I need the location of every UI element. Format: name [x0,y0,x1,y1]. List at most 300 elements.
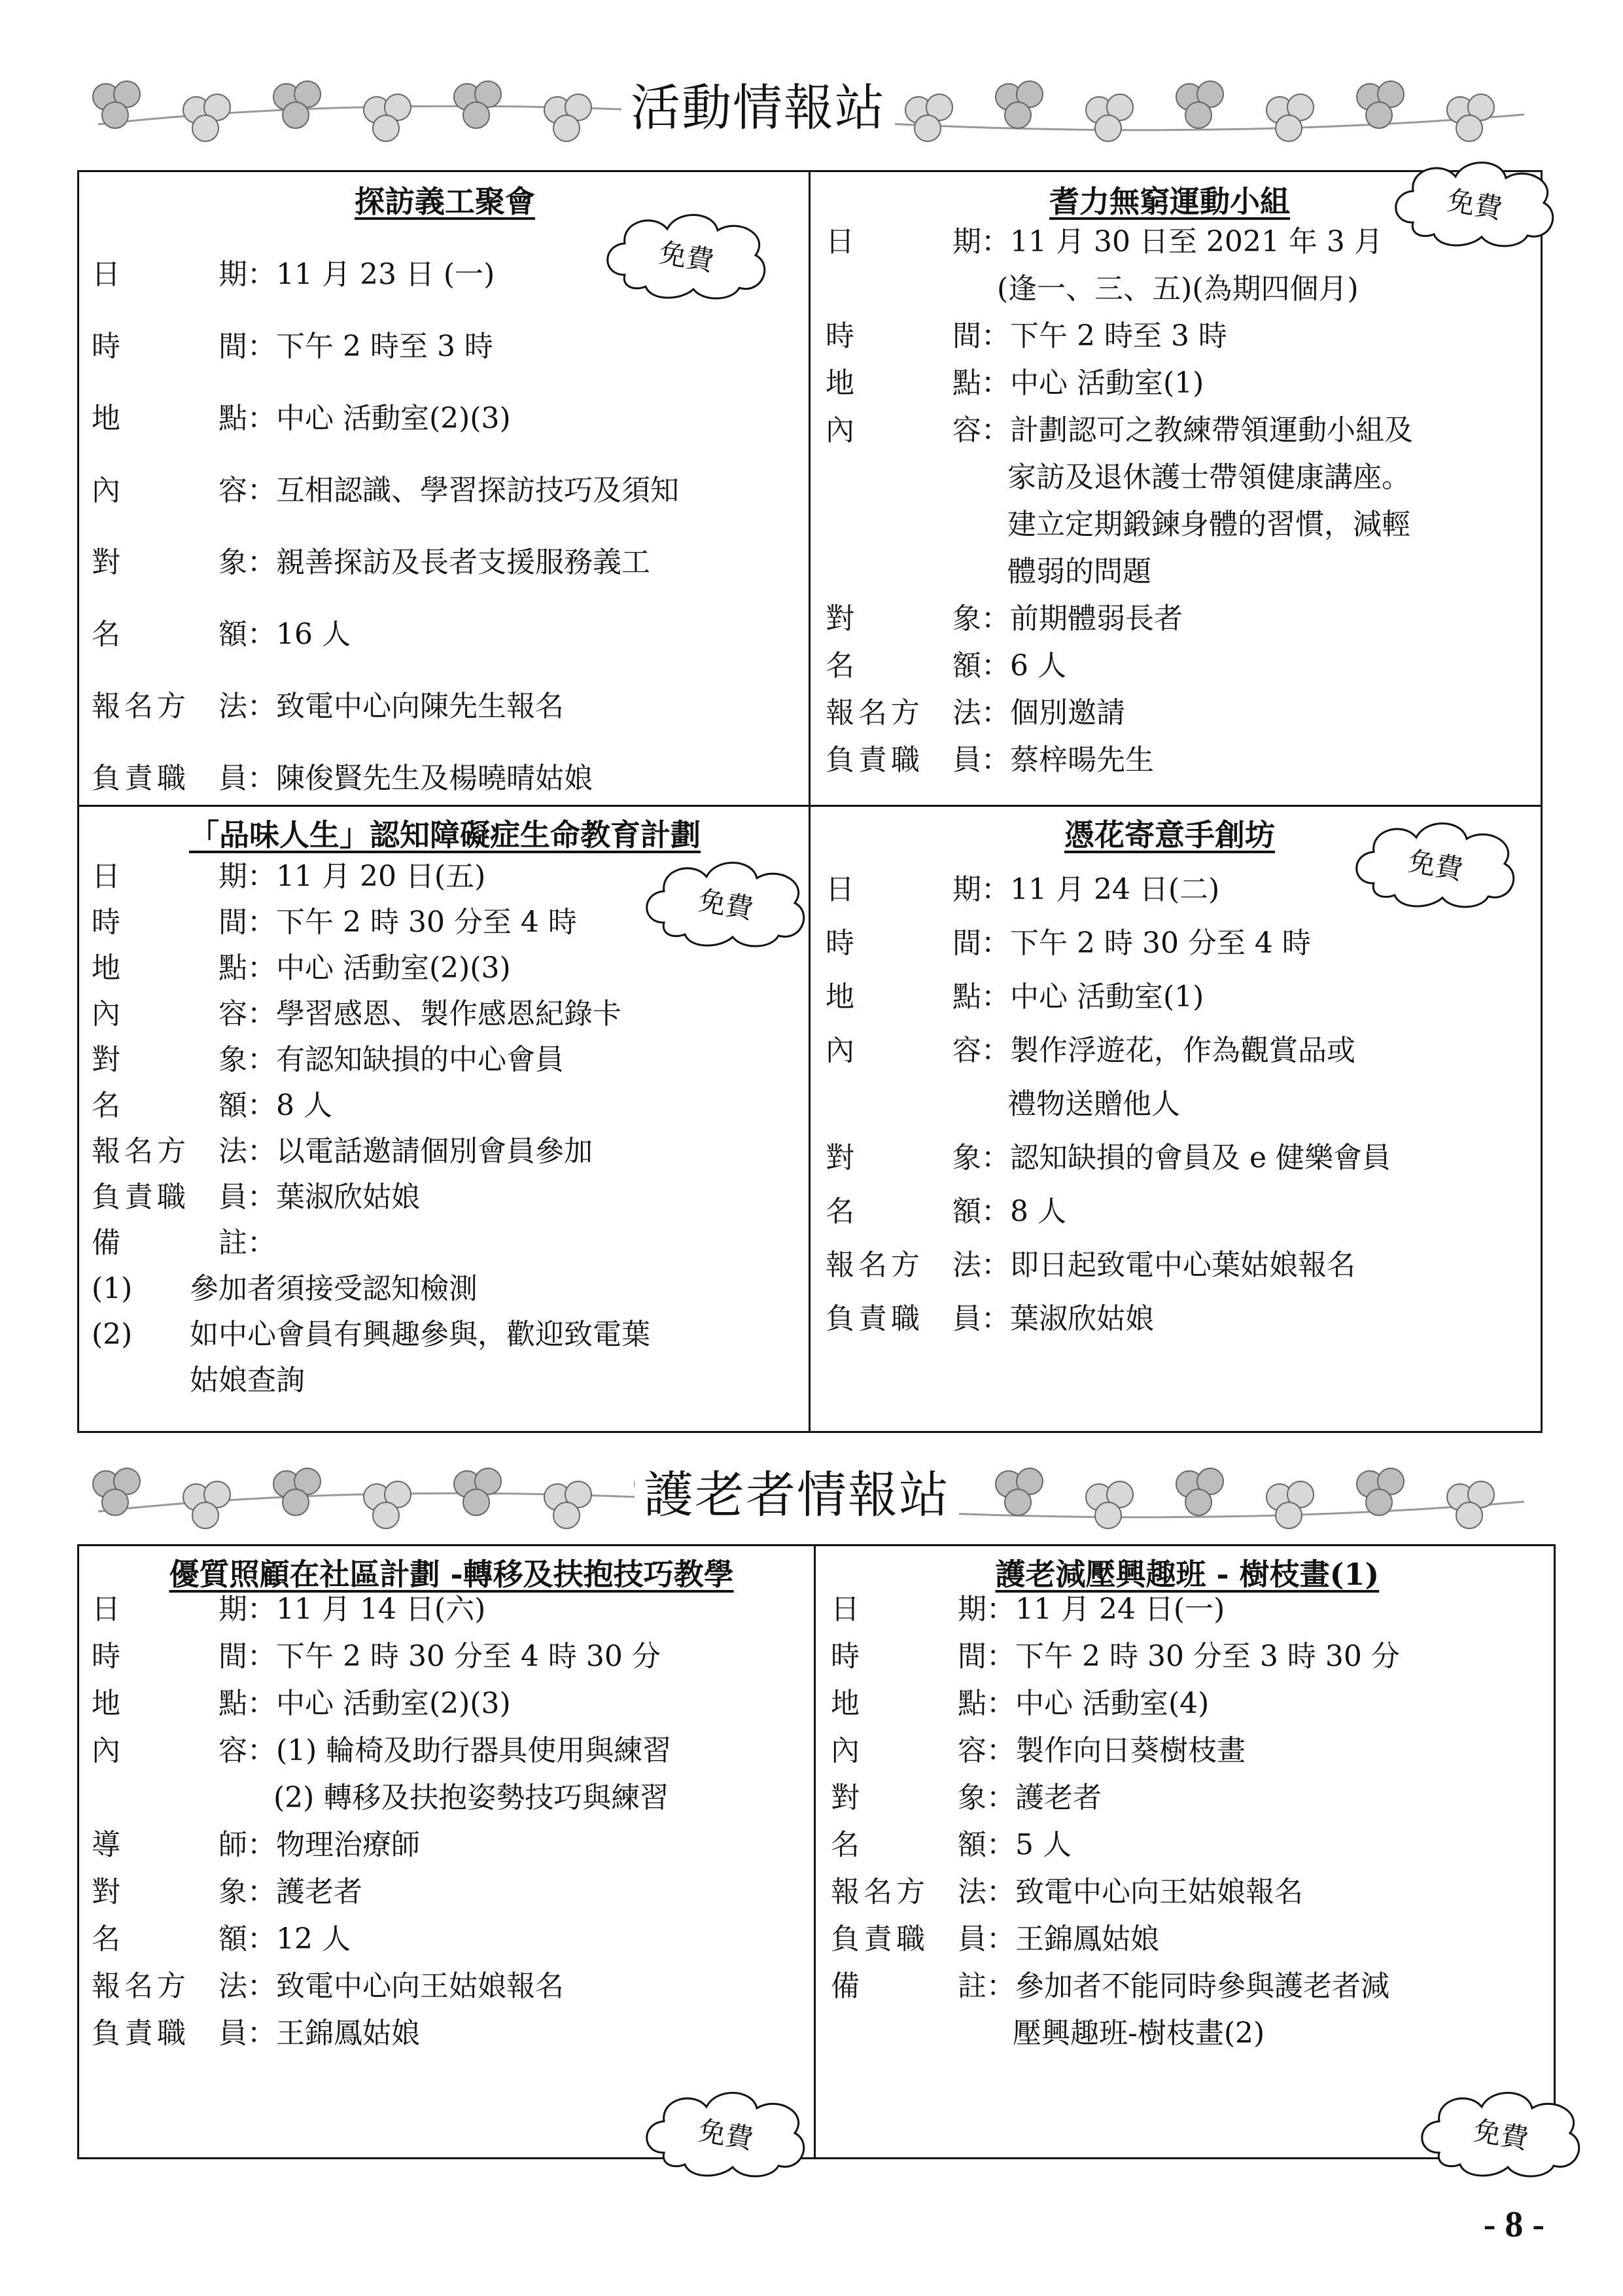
info-value: ：前期體弱長者 [981,602,1183,635]
info-row [92,1873,362,1912]
info-row [831,1590,1225,1629]
info-value: ：下午 2 時 30 分至 4 時 [981,927,1311,960]
info-value: ：致電中心向王姑娘報名 [986,1875,1303,1909]
info-value: (逢一、三、五)(為期四個月) [997,272,1359,306]
info-row [831,1684,1209,1723]
label-end: 註 [958,1969,986,2003]
info-value: ：王錦鳳姑娘 [986,1922,1159,1956]
free-label: 免費 [695,884,756,925]
label-end: 註 [218,1226,247,1260]
info-row [826,317,1227,356]
info-row [1007,458,1410,497]
info-row [1007,552,1151,592]
info-value: ：11 月 24 日(一) [986,1593,1225,1626]
info-label [92,615,247,654]
info-label [831,1967,986,2006]
info-value: ：下午 2 時 30 分至 4 時 30 分 [247,1640,661,1673]
info-label [92,1920,247,1959]
info-label [826,411,981,450]
info-row [92,995,621,1034]
info-value: ：中心 活動室(1) [981,980,1204,1014]
grid-divider [809,170,811,1433]
label-start: 日 [831,1593,860,1626]
info-row [826,1246,1355,1285]
info-value: ：(1) 輪椅及助行器具使用與練習 [247,1734,672,1767]
label-end: 期 [952,873,981,906]
label-start: 報名方 [831,1875,929,1909]
info-row [826,1299,1154,1339]
info-row [92,1132,593,1171]
info-label [92,1590,247,1629]
free-badge [1348,811,1524,916]
label-end: 容 [218,474,247,507]
label-end: 容 [952,1034,981,1067]
label-start: 負責職 [826,1302,924,1335]
info-label [92,327,247,366]
info-value: ：16 人 [247,618,351,651]
label-start: 名 [92,618,120,651]
info-label [831,1778,986,1818]
info-label [92,471,247,510]
info-row [92,543,650,582]
label-end: 間 [218,906,247,939]
label-start: 地 [826,366,854,400]
info-value: ：致電中心向陳先生報名 [247,690,564,723]
info-label [92,255,247,294]
label-start: 對 [92,1043,120,1076]
info-label [92,1967,247,2006]
label-end: 法 [218,690,247,723]
info-row [92,1590,485,1629]
info-value: ：11 月 14 日(六) [247,1593,486,1626]
info-row [92,687,564,726]
label-end: 員 [952,1302,981,1335]
label-start: 時 [826,319,854,353]
info-label [92,949,247,988]
info-label [92,399,247,438]
label-start: 導 [92,1828,120,1862]
info-label [826,599,981,639]
label-start: 負責職 [826,743,924,777]
info-value: ：下午 2 時 30 分至 3 時 30 分 [986,1640,1400,1673]
label-start: 日 [92,1593,120,1626]
info-value: 如中心會員有興趣參與，歡迎致電葉 [190,1318,650,1351]
info-row [92,1684,511,1723]
info-value: 建立定期鍛鍊身體的習慣，減輕 [1007,508,1410,541]
info-value: ：蔡梓暘先生 [981,743,1154,777]
info-value: ：葉淑欣姑娘 [247,1180,420,1214]
label-start: 時 [831,1640,860,1673]
info-row [826,870,1219,910]
free-badge [1387,150,1563,255]
label-end: 員 [218,762,247,795]
label-start: 日 [92,860,120,893]
label-end: 容 [958,1734,986,1767]
label-start: 地 [92,1687,120,1720]
label-end: 容 [218,997,247,1031]
label-end: 期 [218,1593,247,1626]
info-value: ：陳俊賢先生及楊曉晴姑娘 [247,762,593,795]
info-row [92,1731,671,1771]
info-row [92,1178,420,1217]
carer-banner [0,1439,1623,1551]
label-end: 容 [952,414,981,447]
label-end: 員 [218,1180,247,1214]
card-title: 探訪義工聚會 [355,184,535,219]
info-label [92,2014,247,2053]
grid-divider [814,1544,816,2159]
label-end: 額 [958,1828,986,1862]
info-value: ：11 月 24 日(二) [981,873,1220,906]
activity-banner [0,52,1623,164]
label-end: 員 [958,1922,986,1956]
label-end: 點 [952,366,981,400]
info-value: ：11 月 30 日至 2021 年 3 月 [981,225,1383,258]
info-row [997,270,1359,309]
label-start: 對 [92,1875,120,1909]
label-end: 象 [218,1043,247,1076]
label-start: 時 [92,330,120,363]
label-end: 額 [218,1089,247,1122]
label-start: 對 [92,546,120,579]
info-label [831,1731,986,1771]
label-end: 間 [952,319,981,353]
info-value: ：學習感恩、製作感恩紀錄卡 [247,997,621,1031]
info-row [826,599,1183,639]
label-start: 名 [826,1195,854,1228]
info-label [831,1590,986,1629]
card-title: 優質照顧在社區計劃 -轉移及扶抱技巧教學 [169,1557,734,1592]
info-label [826,924,981,963]
info-value: ：以電話邀請個別會員參加 [247,1135,593,1168]
label-start: 對 [831,1781,860,1814]
info-value: ：中心 活動室(4) [986,1687,1210,1720]
info-value: 家訪及退休護士帶領健康講座。 [1007,461,1410,494]
info-label [826,1139,981,1178]
label-start: 時 [92,1640,120,1673]
info-value: ：製作浮遊花，作為觀賞品或 [981,1034,1355,1067]
info-row [1007,1085,1180,1124]
info-label [826,317,981,356]
info-value: ：製作向日葵樹枝畫 [986,1734,1246,1767]
label-start: 報名方 [826,1248,924,1282]
info-row [92,615,351,654]
label-end: 間 [218,1640,247,1673]
info-row [92,1224,276,1263]
info-value: ：認知缺損的會員及 e 健樂會員 [981,1141,1391,1174]
info-value: ：即日起致電中心葉姑娘報名 [981,1248,1355,1282]
label-end: 間 [958,1640,986,1673]
info-value: ：參加者不能同時參與護老者減 [986,1969,1389,2003]
info-row [831,1637,1400,1676]
info-label [92,1826,247,1865]
info-row [92,399,511,438]
label-end: 期 [218,860,247,893]
info-row [92,949,511,988]
info-value: 體弱的問題 [1007,555,1151,588]
card-title: 護老減壓興趣班 - 樹枝畫(1) [995,1557,1380,1592]
label-start: 地 [92,951,120,985]
label-end: 額 [952,649,981,682]
label-end: 員 [218,2017,247,2050]
label-start: 負責職 [92,1180,190,1214]
info-label [831,1637,986,1676]
label-start: 名 [92,1922,120,1956]
info-label [92,1224,247,1263]
info-row [92,1637,661,1676]
label-end: 額 [218,618,247,651]
free-label: 免費 [1471,2114,1531,2155]
label-start: 內 [92,1734,120,1767]
info-row [92,327,493,366]
info-value: ：中心 活動室(2)(3) [247,1687,511,1720]
label-start: 名 [831,1828,860,1862]
info-label [826,364,981,403]
info-label [92,543,247,582]
grid-divider [77,805,1543,807]
info-label [826,1031,981,1070]
info-label [826,1246,981,1285]
info-label [92,995,247,1034]
info-label [826,741,981,780]
info-label [92,857,247,896]
info-row [831,1731,1246,1771]
info-row [831,1920,1159,1959]
info-value: ：8 人 [981,1195,1066,1228]
page-number: - 8 - [1483,2204,1544,2245]
info-value: ：中心 活動室(2)(3) [247,402,511,435]
info-value: ：親善探訪及長者支援服務義工 [247,546,650,579]
info-label [92,1040,247,1080]
label-start: 地 [831,1687,860,1720]
info-label [92,1132,247,1171]
info-value: ：計劃認可之教練帶領運動小組及 [981,414,1413,447]
info-value: ：物理治療師 [247,1828,420,1862]
label-start: 時 [826,927,854,960]
info-row [831,1778,1102,1818]
info-value: ：8 人 [247,1089,332,1122]
info-row [92,1920,351,1959]
info-label [826,870,981,910]
info-label [831,1920,986,1959]
info-row [826,222,1383,262]
info-value: ：11 月 20 日(五) [247,860,486,893]
label-end: 間 [218,330,247,363]
info-value: ：下午 2 時至 3 時 [981,319,1227,353]
info-row [826,364,1204,403]
label-end: 期 [218,258,247,291]
free-badge [599,203,775,308]
label-start: 報名方 [826,696,924,730]
info-label [826,646,981,686]
label-start: 內 [92,474,120,507]
label-start: 名 [92,1089,120,1122]
info-label [92,1873,247,1912]
item-number: (1) [92,1272,133,1305]
free-badge [638,2081,814,2185]
label-end: 點 [952,980,981,1014]
info-row [826,1139,1391,1178]
info-row [92,1315,650,1354]
info-value: ：6 人 [981,649,1066,682]
info-row [92,1269,478,1309]
label-end: 間 [952,927,981,960]
label-start: 對 [826,1141,854,1174]
label-end: 點 [218,951,247,985]
info-value: ：下午 2 時至 3 時 [247,330,493,363]
label-end: 期 [952,225,981,258]
label-end: 象 [218,1875,247,1909]
info-row [1007,505,1410,544]
info-value: 禮物送贈他人 [1007,1087,1180,1121]
item-number: (2) [92,1318,133,1351]
info-value: ： [247,1226,276,1260]
label-start: 日 [92,258,120,291]
label-start: 時 [92,906,120,939]
label-start: 日 [826,225,854,258]
info-row [92,1040,564,1080]
info-value: ：中心 活動室(2)(3) [247,951,511,985]
label-start: 內 [826,414,854,447]
info-value: ：中心 活動室(1) [981,366,1204,400]
activity-banner-title: 活動情報站 [621,72,895,144]
info-row [831,1873,1303,1912]
info-label [92,759,247,798]
label-start: 負責職 [831,1922,929,1956]
info-row [273,1778,669,1818]
label-end: 點 [958,1687,986,1720]
label-end: 員 [952,743,981,777]
info-value: ：5 人 [986,1828,1072,1862]
label-start: 地 [826,980,854,1014]
label-end: 象 [952,602,981,635]
info-row [826,924,1311,963]
label-end: 法 [218,1135,247,1168]
info-row [826,646,1066,686]
info-label [826,1299,981,1339]
info-value: 壓興趣班-樹枝畫(2) [1013,2017,1265,2050]
label-end: 額 [952,1195,981,1228]
info-row [826,978,1204,1017]
info-row [92,759,593,798]
info-label [826,978,981,1017]
info-row [831,1826,1072,1865]
label-end: 額 [218,1922,247,1956]
label-end: 點 [218,402,247,435]
info-row [92,2014,420,2053]
info-row [92,255,495,294]
info-value: ：護老者 [247,1875,362,1909]
info-value: ：12 人 [247,1922,351,1956]
info-label [92,1684,247,1723]
info-value: ：11 月 23 日 (一) [247,258,495,291]
info-value: 參加者須接受認知檢測 [190,1272,478,1305]
info-value: ：致電中心向王姑娘報名 [247,1969,564,2003]
info-label [92,687,247,726]
label-end: 容 [218,1734,247,1767]
info-value: ：下午 2 時 30 分至 4 時 [247,906,577,939]
info-value: ：葉淑欣姑娘 [981,1302,1154,1335]
label-start: 日 [826,873,854,906]
carer-banner-title: 護老者情報站 [635,1459,959,1531]
info-label [92,1086,247,1125]
free-label: 免費 [1444,184,1505,225]
info-label [92,1637,247,1676]
info-row [92,1967,564,2006]
label-end: 法 [218,1969,247,2003]
info-label [92,1178,247,1217]
info-row [92,1826,420,1865]
info-value: ：有認知缺損的中心會員 [247,1043,564,1076]
info-label [92,903,247,942]
free-badge [1413,2081,1590,2185]
info-row [1013,2014,1265,2053]
info-label [826,222,981,262]
free-badge [638,851,814,955]
label-end: 象 [218,546,247,579]
info-value: 姑娘查詢 [190,1364,305,1397]
info-row [826,1031,1355,1070]
info-label [92,1731,247,1771]
info-label [826,1192,981,1231]
label-end: 期 [958,1593,986,1626]
label-end: 象 [958,1781,986,1814]
info-label [826,694,981,733]
label-end: 象 [952,1141,981,1174]
info-label [831,1873,986,1912]
info-row [92,857,485,896]
label-start: 對 [826,602,854,635]
card-title: 「品味人生」認知障礙症生命教育計劃 [189,817,701,853]
free-label: 免費 [1405,845,1466,886]
label-end: 法 [952,1248,981,1282]
label-start: 負責職 [92,2017,190,2050]
label-start: 名 [826,649,854,682]
label-start: 內 [831,1734,860,1767]
info-value: (2) 轉移及扶抱姿勢技巧與練習 [273,1781,669,1814]
label-start: 報名方 [92,690,190,723]
label-start: 內 [826,1034,854,1067]
info-label [831,1826,986,1865]
info-row [92,471,679,510]
free-label: 免費 [695,2114,756,2155]
info-row [190,1361,305,1400]
info-label [831,1684,986,1723]
card-title: 耆力無窮運動小組 [1049,184,1290,219]
card-title: 憑花寄意手創坊 [1064,817,1275,853]
label-start: 負責職 [92,762,190,795]
label-end: 法 [958,1875,986,1909]
info-row [826,411,1413,450]
label-end: 點 [218,1687,247,1720]
info-row [92,903,577,942]
info-row [826,1192,1066,1231]
free-label: 免費 [656,236,717,277]
label-start: 報名方 [92,1969,190,2003]
label-end: 師 [218,1828,247,1862]
info-value: ：個別邀請 [981,696,1125,730]
info-value: ：互相認識、學習探訪技巧及須知 [247,474,679,507]
label-start: 報名方 [92,1135,190,1168]
label-start: 地 [92,402,120,435]
info-row [831,1967,1389,2006]
info-row [826,741,1154,780]
info-row [826,694,1125,733]
info-value: ：王錦鳳姑娘 [247,2017,420,2050]
label-start: 內 [92,997,120,1031]
label-start: 備 [92,1226,120,1260]
label-start: 備 [831,1969,860,2003]
